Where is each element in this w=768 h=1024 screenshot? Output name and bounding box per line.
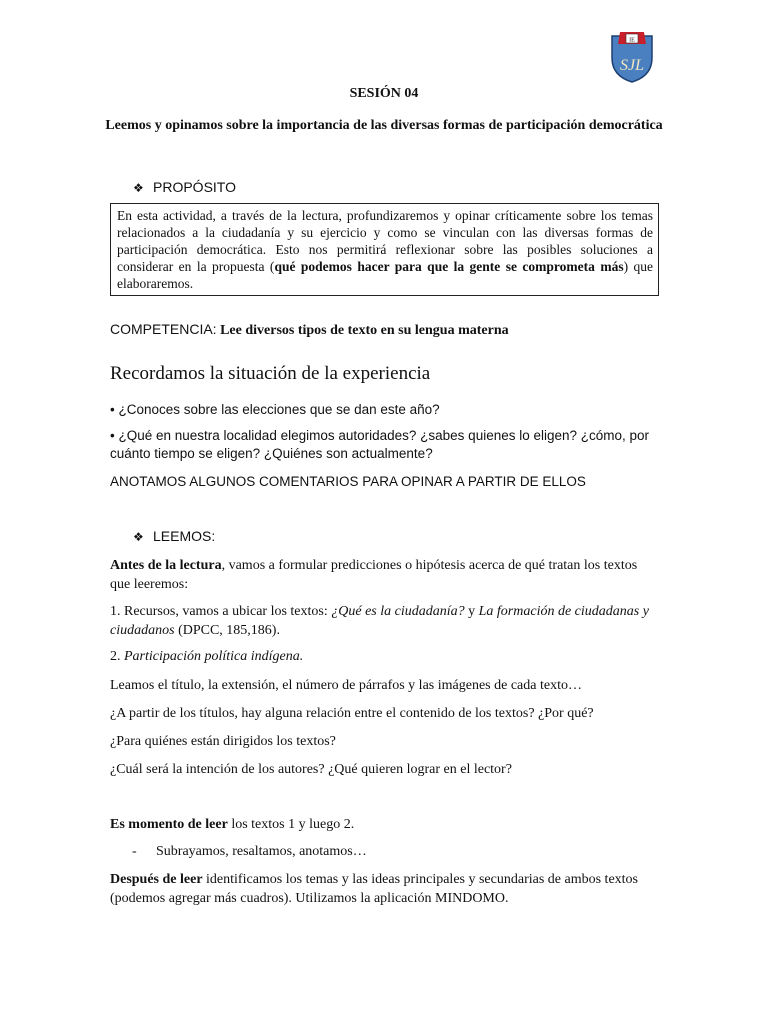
antes-paragraph: Antes de la lectura, vamos a formular predicciones o hipótesis acerca de qué tratan los textos que leeremos: — [110, 558, 638, 592]
item-2: 2. Participación política indígena. — [110, 649, 304, 664]
leemos-heading: ❖ LEEMOS: — [133, 528, 216, 544]
diamond-bullet-icon: ❖ — [133, 181, 144, 195]
leemos-p4: ¿Cuál será la intención de los autores? ¿Qué quieren lograr en el lector? — [110, 762, 512, 777]
proposito-box: En esta actividad, a través de la lectura, profundizaremos y opinar críticamente sobre los temas relacionados a la ciudadanía y su ejercicio y como se vinculan con las diversas formas de participación democrática. Esto nos permitirá reflexionar sobre las posibles soluciones a considerar en la propuesta (qué podemos hacer para que la gente se comprometa más) que elaboraremos. — [110, 203, 659, 296]
despues-paragraph: Después de leer identificamos los temas y las ideas principales y secundarias de ambos textos (podemos agregar más cuadros). Utilizamos la aplicación MINDOMO. — [110, 872, 638, 906]
competencia-line: COMPETENCIA: Lee diversos tipos de texto en su lengua materna — [110, 321, 509, 338]
question-1: • ¿Conoces sobre las elecciones que se dan este año? — [110, 402, 440, 417]
anotamos-line: ANOTAMOS ALGUNOS COMENTARIOS PARA OPINAR A PARTIR DE ELLOS — [110, 474, 586, 489]
crest-top-letters: IE — [629, 37, 635, 44]
session-title: SESIÓN 04 — [349, 86, 419, 101]
dash-bullet: - — [132, 844, 137, 859]
proposito-heading: ❖ PROPÓSITO — [133, 179, 236, 195]
leemos-p3: ¿Para quiénes están dirigidos los textos? — [110, 734, 336, 749]
leemos-p1: Leamos el título, la extensión, el número de párrafos y las imágenes de cada texto… — [110, 678, 582, 693]
item-1: 1. Recursos, vamos a ubicar los textos: ¿Qué es la ciudadanía? y La formación de ciudadanas y ciudadanos (DPCC, 185,186). — [110, 604, 649, 638]
question-2: • ¿Qué en nuestra localidad elegimos autoridades? ¿sabes quienes lo eligen? ¿cómo, por cuánto tiempo se eligen? ¿Quiénes son actualmente? — [110, 428, 650, 461]
momento-line: Es momento de leer los textos 1 y luego 2. — [110, 817, 355, 832]
leemos-p2: ¿A partir de los títulos, hay alguna relación entre el contenido de los textos? ¿Por qué? — [110, 706, 594, 721]
school-crest-logo — [604, 28, 660, 84]
page-title: Leemos y opinamos sobre la importancia de las diversas formas de participación democrática — [105, 118, 663, 133]
diamond-bullet-icon: ❖ — [133, 530, 144, 544]
situacion-title: Recordamos la situación de la experiencia — [110, 363, 431, 384]
crest-letters: SJL — [620, 57, 644, 74]
subrayamos-line: Subrayamos, resaltamos, anotamos… — [156, 844, 367, 859]
